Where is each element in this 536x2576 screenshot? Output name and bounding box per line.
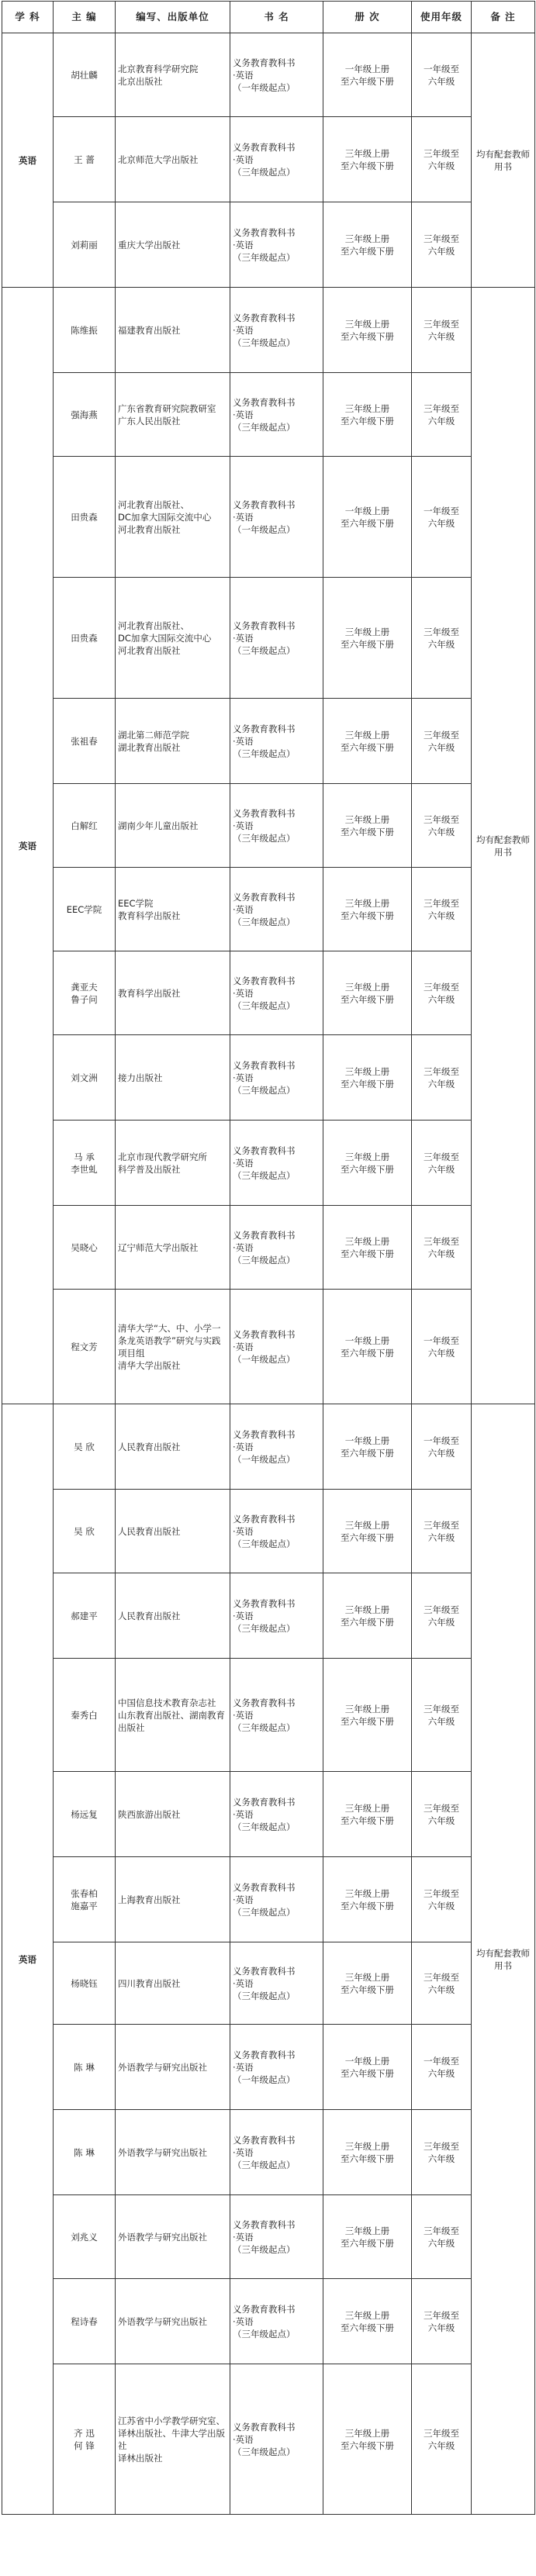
grades-cell: 三年级至 六年级 [412, 951, 472, 1035]
table-row [2, 784, 535, 868]
volumes-cell: 三年级上册 至六年级下册 [323, 784, 412, 868]
grades-cell: 三年级至 六年级 [412, 868, 472, 951]
grades-cell: 三年级至 六年级 [412, 288, 472, 373]
book-title-cell: 义务教育教科书 ·英语 （一年级起点） [230, 1290, 323, 1404]
grades-cell: 三年级至 六年级 [412, 1857, 472, 1942]
publisher-cell: EEC学院 教育科学出版社 [116, 868, 230, 951]
volumes-cell: 一年级上册 至六年级下册 [323, 1290, 412, 1404]
grades-cell: 三年级至 六年级 [412, 699, 472, 784]
publisher-cell: 江苏省中小学教学研究室、译林出版社、牛津大学出版社 译林出版社 [116, 2364, 230, 2515]
publisher-cell: 外语教学与研究出版社 [116, 2195, 230, 2279]
publisher-cell: 外语教学与研究出版社 [116, 2279, 230, 2364]
grades-cell: 三年级至 六年级 [412, 1121, 472, 1206]
volumes-cell: 三年级上册 至六年级下册 [323, 1206, 412, 1290]
editor-cell: 田贵森 [54, 578, 116, 699]
publisher-cell: 人民教育出版社 [116, 1490, 230, 1573]
book-title-cell: 义务教育教科书 ·英语 （三年级起点） [230, 578, 323, 699]
book-title-cell: 义务教育教科书 ·英语 （一年级起点） [230, 457, 323, 578]
volumes-cell: 三年级上册 至六年级下册 [323, 373, 412, 457]
book-title-cell: 义务教育教科书 ·英语 （三年级起点） [230, 1573, 323, 1659]
book-title-cell: 义务教育教科书 ·英语 （一年级起点） [230, 2025, 323, 2110]
grades-cell: 三年级至 六年级 [412, 784, 472, 868]
publisher-cell: 重庆大学出版社 [116, 202, 230, 288]
textbook-catalog-table [2, 1, 535, 2515]
table-row [2, 1404, 535, 1490]
volumes-cell: 三年级上册 至六年级下册 [323, 1121, 412, 1206]
table-row [2, 868, 535, 951]
publisher-cell: 辽宁师范大学出版社 [116, 1206, 230, 1290]
volumes-cell: 三年级上册 至六年级下册 [323, 578, 412, 699]
editor-cell: 齐 迅 何 锋 [54, 2364, 116, 2515]
grades-cell: 三年级至 六年级 [412, 2364, 472, 2515]
volumes-cell: 三年级上册 至六年级下册 [323, 868, 412, 951]
grades-cell: 三年级至 六年级 [412, 1573, 472, 1659]
table-row [2, 117, 535, 202]
volumes-cell: 三年级上册 至六年级下册 [323, 1035, 412, 1121]
grades-cell: 三年级至 六年级 [412, 117, 472, 202]
publisher-cell: 人民教育出版社 [116, 1573, 230, 1659]
header-editor: 主 编 [54, 2, 116, 33]
publisher-cell: 湖南少年儿童出版社 [116, 784, 230, 868]
table-row [2, 373, 535, 457]
subject-cell: 英语 [2, 1404, 54, 2515]
book-title-cell: 义务教育教科书 ·英语 （三年级起点） [230, 1121, 323, 1206]
book-title-cell: 义务教育教科书 ·英语 （三年级起点） [230, 1942, 323, 2025]
volumes-cell: 三年级上册 至六年级下册 [323, 1490, 412, 1573]
publisher-cell: 河北教育出版社、 DC加拿大国际交流中心 河北教育出版社 [116, 578, 230, 699]
notes-cell: 均有配套教师用书 [472, 1404, 535, 2515]
subject-cell: 英语 [2, 288, 54, 1404]
grades-cell: 一年级至 六年级 [412, 1290, 472, 1404]
table-row [2, 1290, 535, 1404]
grades-cell: 一年级至 六年级 [412, 33, 472, 117]
header-subject: 学 科 [2, 2, 54, 33]
publisher-cell: 人民教育出版社 [116, 1404, 230, 1490]
table-row [2, 1206, 535, 1290]
volumes-cell: 一年级上册 至六年级下册 [323, 457, 412, 578]
publisher-cell: 湖北第二师范学院 湖北教育出版社 [116, 699, 230, 784]
volumes-cell: 三年级上册 至六年级下册 [323, 2110, 412, 2195]
notes-cell: 均有配套教师用书 [472, 33, 535, 288]
table-row [2, 2364, 535, 2515]
editor-cell: 吴 欣 [54, 1490, 116, 1573]
book-title-cell: 义务教育教科书 ·英语 （三年级起点） [230, 1206, 323, 1290]
volumes-cell: 三年级上册 至六年级下册 [323, 1573, 412, 1659]
volumes-cell: 三年级上册 至六年级下册 [323, 1942, 412, 2025]
editor-cell: 吴晓心 [54, 1206, 116, 1290]
book-title-cell: 义务教育教科书 ·英语 （三年级起点） [230, 373, 323, 457]
book-title-cell: 义务教育教科书 ·英语 （三年级起点） [230, 1490, 323, 1573]
book-title-cell: 义务教育教科书 ·英语 （三年级起点） [230, 288, 323, 373]
volumes-cell: 一年级上册 至六年级下册 [323, 1404, 412, 1490]
volumes-cell: 三年级上册 至六年级下册 [323, 1659, 412, 1772]
volumes-cell: 一年级上册 至六年级下册 [323, 2025, 412, 2110]
table-row [2, 1035, 535, 1121]
table-row [2, 1659, 535, 1772]
header-grades: 使用年级 [412, 2, 472, 33]
header-row [2, 2, 535, 33]
publisher-cell: 外语教学与研究出版社 [116, 2025, 230, 2110]
book-title-cell: 义务教育教科书 ·英语 （三年级起点） [230, 2195, 323, 2279]
table-row [2, 1490, 535, 1573]
volumes-cell: 三年级上册 至六年级下册 [323, 1772, 412, 1857]
grades-cell: 三年级至 六年级 [412, 578, 472, 699]
table-row [2, 1121, 535, 1206]
book-title-cell: 义务教育教科书 ·英语 （三年级起点） [230, 117, 323, 202]
grades-cell: 三年级至 六年级 [412, 1206, 472, 1290]
book-title-cell: 义务教育教科书 ·英语 （三年级起点） [230, 784, 323, 868]
editor-cell: 刘莉丽 [54, 202, 116, 288]
notes-cell: 均有配套教师用书 [472, 288, 535, 1404]
publisher-cell: 接力出版社 [116, 1035, 230, 1121]
editor-cell: 程诗春 [54, 2279, 116, 2364]
editor-cell: 刘兆义 [54, 2195, 116, 2279]
publisher-cell: 上海教育出版社 [116, 1857, 230, 1942]
publisher-cell: 广东省教育研究院教研室 广东人民出版社 [116, 373, 230, 457]
publisher-cell: 河北教育出版社、 DC加拿大国际交流中心 河北教育出版社 [116, 457, 230, 578]
header-publisher: 编写、出版单位 [116, 2, 230, 33]
volumes-cell: 三年级上册 至六年级下册 [323, 1857, 412, 1942]
volumes-cell: 三年级上册 至六年级下册 [323, 2195, 412, 2279]
volumes-cell: 三年级上册 至六年级下册 [323, 288, 412, 373]
table-row [2, 457, 535, 578]
book-title-cell: 义务教育教科书 ·英语 （三年级起点） [230, 1857, 323, 1942]
table-header [2, 2, 535, 33]
editor-cell: 王 蔷 [54, 117, 116, 202]
editor-cell: 龚亚夫 鲁子问 [54, 951, 116, 1035]
table-row [2, 699, 535, 784]
volumes-cell: 三年级上册 至六年级下册 [323, 2364, 412, 2515]
table-row [2, 2025, 535, 2110]
table-row [2, 951, 535, 1035]
book-title-cell: 义务教育教科书 ·英语 （一年级起点） [230, 1404, 323, 1490]
table-row [2, 33, 535, 117]
header-volumes: 册 次 [323, 2, 412, 33]
book-title-cell: 义务教育教科书 ·英语 （三年级起点） [230, 202, 323, 288]
grades-cell: 三年级至 六年级 [412, 373, 472, 457]
editor-cell: 陈 琳 [54, 2025, 116, 2110]
publisher-cell: 清华大学“大、中、小学一条龙英语教学”研究与实践项目组 清华大学出版社 [116, 1290, 230, 1404]
publisher-cell: 外语教学与研究出版社 [116, 2110, 230, 2195]
volumes-cell: 三年级上册 至六年级下册 [323, 117, 412, 202]
book-title-cell: 义务教育教科书 ·英语 （三年级起点） [230, 951, 323, 1035]
editor-cell: 胡壮麟 [54, 33, 116, 117]
editor-cell: 程文芳 [54, 1290, 116, 1404]
table-row [2, 2110, 535, 2195]
table-row [2, 2279, 535, 2364]
editor-cell: 马 承 李世虬 [54, 1121, 116, 1206]
publisher-cell: 福建教育出版社 [116, 288, 230, 373]
table-row [2, 202, 535, 288]
editor-cell: 刘文洲 [54, 1035, 116, 1121]
grades-cell: 三年级至 六年级 [412, 2279, 472, 2364]
grades-cell: 三年级至 六年级 [412, 1035, 472, 1121]
editor-cell: 强海燕 [54, 373, 116, 457]
table-row [2, 2195, 535, 2279]
volumes-cell: 三年级上册 至六年级下册 [323, 202, 412, 288]
book-title-cell: 义务教育教科书 ·英语 （三年级起点） [230, 1659, 323, 1772]
editor-cell: 陈维振 [54, 288, 116, 373]
grades-cell: 一年级至 六年级 [412, 1404, 472, 1490]
editor-cell: 白解红 [54, 784, 116, 868]
header-notes: 备 注 [472, 2, 535, 33]
publisher-cell: 中国信息技术教育杂志社 山东教育出版社、湖南教育出版社 [116, 1659, 230, 1772]
book-title-cell: 义务教育教科书 ·英语 （三年级起点） [230, 699, 323, 784]
grades-cell: 一年级至 六年级 [412, 457, 472, 578]
volumes-cell: 三年级上册 至六年级下册 [323, 2279, 412, 2364]
editor-cell: EEC学院 [54, 868, 116, 951]
table-row [2, 578, 535, 699]
publisher-cell: 北京教育科学研究院 北京出版社 [116, 33, 230, 117]
volumes-cell: 三年级上册 至六年级下册 [323, 699, 412, 784]
grades-cell: 三年级至 六年级 [412, 1490, 472, 1573]
table-row [2, 1857, 535, 1942]
publisher-cell: 北京师范大学出版社 [116, 117, 230, 202]
grades-cell: 三年级至 六年级 [412, 2195, 472, 2279]
editor-cell: 吴 欣 [54, 1404, 116, 1490]
volumes-cell: 三年级上册 至六年级下册 [323, 951, 412, 1035]
editor-cell: 郝建平 [54, 1573, 116, 1659]
table-row [2, 288, 535, 373]
editor-cell: 田贵森 [54, 457, 116, 578]
grades-cell: 三年级至 六年级 [412, 2110, 472, 2195]
volumes-cell: 一年级上册 至六年级下册 [323, 33, 412, 117]
grades-cell: 三年级至 六年级 [412, 1942, 472, 2025]
table-body [2, 33, 535, 2515]
editor-cell: 秦秀白 [54, 1659, 116, 1772]
table-row [2, 1772, 535, 1857]
book-title-cell: 义务教育教科书 ·英语 （三年级起点） [230, 1772, 323, 1857]
book-title-cell: 义务教育教科书 ·英语 （三年级起点） [230, 2364, 323, 2515]
table-row [2, 1942, 535, 2025]
book-title-cell: 义务教育教科书 ·英语 （三年级起点） [230, 868, 323, 951]
publisher-cell: 教育科学出版社 [116, 951, 230, 1035]
grades-cell: 三年级至 六年级 [412, 202, 472, 288]
book-title-cell: 义务教育教科书 ·英语 （一年级起点） [230, 33, 323, 117]
book-title-cell: 义务教育教科书 ·英语 （三年级起点） [230, 2279, 323, 2364]
book-title-cell: 义务教育教科书 ·英语 （三年级起点） [230, 2110, 323, 2195]
publisher-cell: 陕西旅游出版社 [116, 1772, 230, 1857]
subject-cell: 英语 [2, 33, 54, 288]
grades-cell: 三年级至 六年级 [412, 1772, 472, 1857]
editor-cell: 杨远复 [54, 1772, 116, 1857]
book-title-cell: 义务教育教科书 ·英语 （三年级起点） [230, 1035, 323, 1121]
editor-cell: 杨晓钰 [54, 1942, 116, 2025]
table-row [2, 1573, 535, 1659]
header-book-title: 书 名 [230, 2, 323, 33]
publisher-cell: 四川教育出版社 [116, 1942, 230, 2025]
grades-cell: 一年级至 六年级 [412, 2025, 472, 2110]
editor-cell: 张春柏 施嘉平 [54, 1857, 116, 1942]
grades-cell: 三年级至 六年级 [412, 1659, 472, 1772]
editor-cell: 陈 琳 [54, 2110, 116, 2195]
publisher-cell: 北京市现代教学研究所 科学普及出版社 [116, 1121, 230, 1206]
editor-cell: 张祖春 [54, 699, 116, 784]
